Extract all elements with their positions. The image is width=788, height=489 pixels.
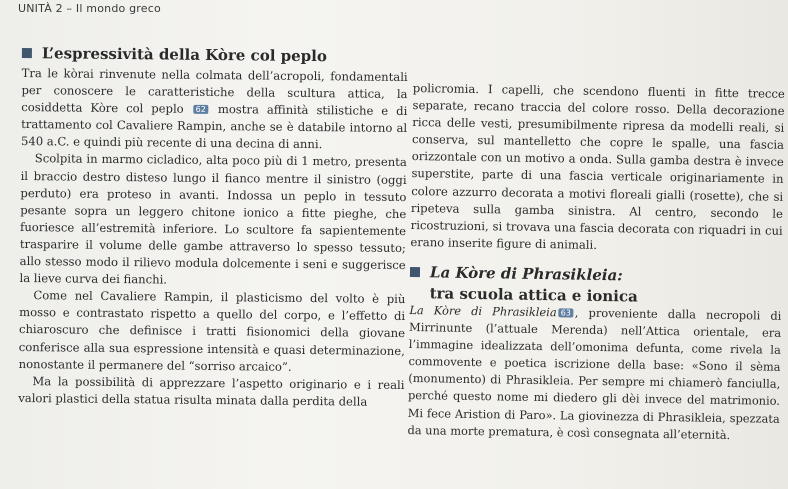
paragraph: Ma la possibilità di apprezzare l’aspetto originario e i reali valori plastici della statua risulta minata dalla perdita della bbox=[18, 373, 405, 409]
section-title-text: La Kòre di Phrasikleia: bbox=[429, 263, 623, 285]
right-column bbox=[407, 80, 785, 444]
paragraph bbox=[407, 302, 781, 445]
figure-ref-badge[interactable]: 62 bbox=[195, 105, 206, 115]
paragraph-text: mostra affinità stilistiche e di trattamento col Cavaliere Rampin, anche se è databile intorno al 540 a.C. e quindi più recente di una decina di anni. bbox=[20, 102, 408, 152]
paragraph: policromia. I capelli, che scendono fluenti in fitte trecce separate, recano traccia del colore rosso. Della decorazione ricca delle vesti, presumibilmente ripresa da modelli reali, si conserva, sul mantelletto che copre le spalle, una fascia orizzontale con un motivo a onda. Sulla gamba destra è invece superstite, parte di una fascia verticale originariamente in colore azzurro decorata a motivi floreali gialli (rosette), che si ripeteva sulla gamba sinistra. Al centro, secondo le ricostruzioni, si trovava una fascia decorata con riquadri in cui erano inserite figure di animali. bbox=[410, 80, 785, 252]
paragraph-text: Tra le kòrai rinvenute nella colmata dell’acropoli, fondamentali per conoscere le caratteristiche della scultura attica, la cosiddetta Kòre col peplo bbox=[21, 65, 408, 116]
section-title-kore-col-peplo bbox=[22, 44, 408, 66]
paragraph: Come nel Cavaliere Rampin, il plasticismo del volto è più mosso e contrastato rispetto a quello del corpo, e l’effetto di chiaroscuro che definisce i tratti fisionomici della giovane conferisce alla sua espressione intensità e quasi determinazione, nonostante il permanere del “sorriso arcaico”. bbox=[18, 288, 406, 374]
figure-ref-badge[interactable]: 63 bbox=[560, 308, 571, 318]
section-square-icon bbox=[22, 48, 32, 58]
unit-header: UNITÀ 2 – Il mondo greco bbox=[18, 2, 161, 15]
section-subtitle: tra scuola attica e ionica bbox=[429, 284, 638, 306]
left-column bbox=[18, 44, 408, 411]
section-square-icon bbox=[410, 267, 420, 277]
paragraph bbox=[21, 65, 408, 155]
section-title-text: L’espressività della Kòre col peplo bbox=[41, 44, 327, 66]
paragraph-text: , proveniente dalla necropoli di Mirrinunte (l’attuale Merenda) nell’Attica orientale, era l’immagine idealizzata dell’omonima defunta, come rivela la commovente e poetica iscrizione della base: «Sono il sèma (monumento) di Phrasikleia. Per sempre mi chiamerò fanciulla, perché questo nome mi diedero gli dèi invece del matrimonio. Mi fece Aristion di Paro». La giovinezza di Phrasikleia, spezzata da una morte prematura, è così consegnata all’eternità. bbox=[407, 305, 782, 442]
emphasis-text: La Kòre di Phrasikleia bbox=[409, 302, 557, 320]
paragraph: Scolpita in marmo cicladico, alta poco più di 1 metro, presenta il braccio destro disteso lungo il fianco mentre il sinistro (oggi perduto) era proteso in avanti. Indossa un peplo in tessuto pesante sopra un leggero chitone ionico a fitte pieghe, che fuoriesce all’estremità inferiore. Lo scultore fa sapientemente trasparire il volume delle gambe attraverso lo spesso tessuto; allo stesso modo il rilievo modula dolcemente i seni e suggerisce la lieve curva dei fianchi. bbox=[19, 151, 407, 287]
